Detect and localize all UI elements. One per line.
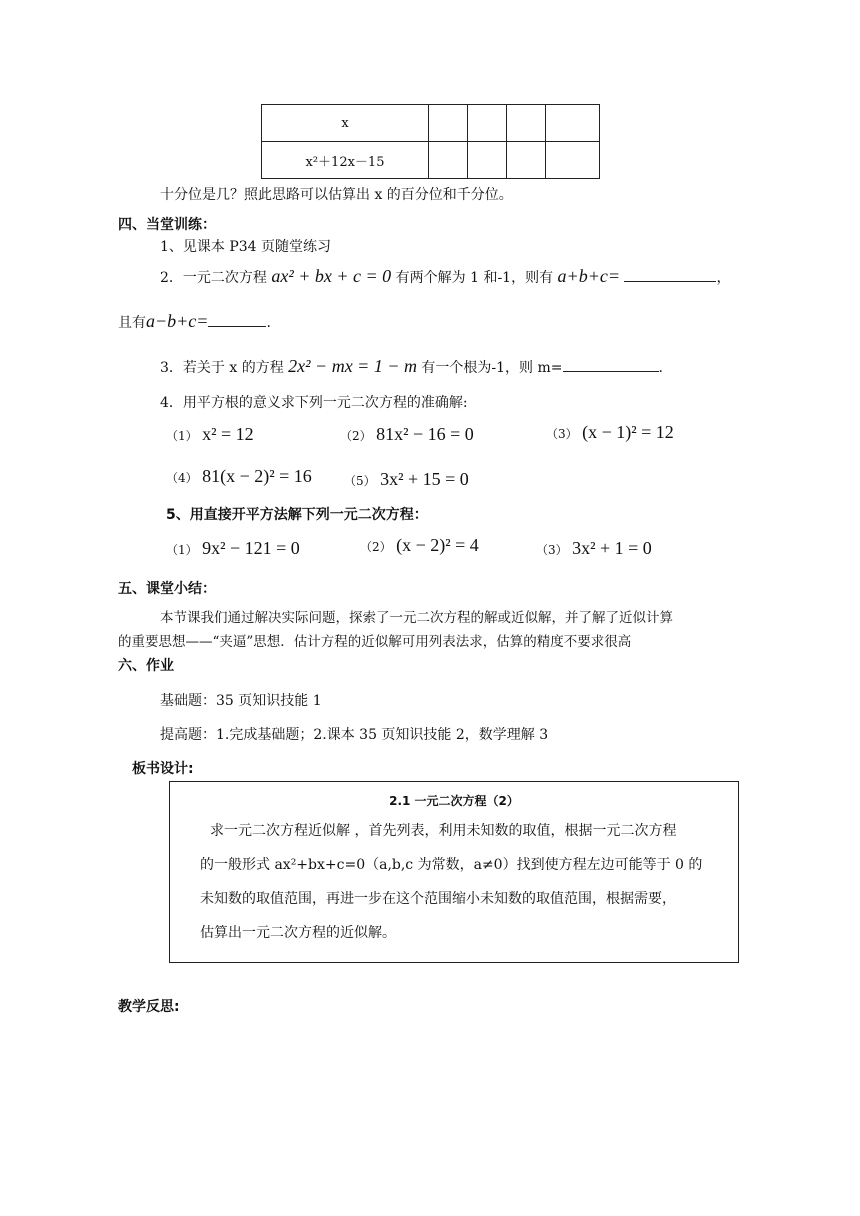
item-2-equation: ax² + bx + c = 0 xyxy=(271,266,392,286)
equation: x² = 12 xyxy=(202,424,254,444)
eq-label: （1） xyxy=(166,543,198,557)
table-cell xyxy=(429,105,468,142)
eq-label: （2） xyxy=(360,540,392,554)
eq-label: （1） xyxy=(166,429,198,443)
item-4-eq-2 xyxy=(340,424,474,445)
eq-label: （3） xyxy=(546,427,578,441)
section-5-title: 五、课堂小结： xyxy=(118,581,216,597)
homework-basic: 基础题：35 页知识技能 1 xyxy=(160,693,322,709)
item-4-eq-4 xyxy=(166,466,312,487)
intro-line: 十分位是几？照此思路可以估算出 x 的百分位和千分位。 xyxy=(160,187,513,203)
table-cell xyxy=(429,142,468,179)
answer-blank[interactable] xyxy=(563,371,659,372)
item-5-eq-1 xyxy=(166,538,300,559)
table-cell-label: x²＋12x－15 xyxy=(262,142,429,179)
board-box-title: 2.1 一元二次方程（2） xyxy=(389,794,519,808)
item-3-mid: 有一个根为-1，则 m= xyxy=(421,360,563,376)
item-2-tail: ， xyxy=(716,270,731,286)
equation: 81(x − 2)² = 16 xyxy=(202,466,312,486)
item-3-tail: . xyxy=(658,360,663,376)
item-4-eq-3 xyxy=(546,422,674,443)
equation: 3x² + 1 = 0 xyxy=(572,538,652,558)
item-2-line2-expr: a−b+c= xyxy=(146,311,209,331)
item-2-line xyxy=(160,266,730,287)
board-line-1: 求一元二次方程近似解 ，首先列表，利用未知数的取值，根据一元二次方程 xyxy=(210,823,677,839)
board-line-4: 估算出一元二次方程的近似解。 xyxy=(200,925,396,941)
eq-label: （4） xyxy=(166,471,198,485)
homework-advanced: 提高题：1.完成基础题；2.课本 35 页知识技能 2，数学理解 3 xyxy=(160,727,549,743)
item-4: 4．用平方根的意义求下列一元二次方程的准确解: xyxy=(160,395,468,411)
item-5: 5、用直接开平方法解下列一元二次方程： xyxy=(166,507,428,523)
table-cell xyxy=(507,142,546,179)
table-cell xyxy=(468,105,507,142)
section-4-title: 四、当堂训练： xyxy=(118,217,216,233)
item-4-eq-5 xyxy=(344,469,469,490)
board-line-3: 未知数的取值范围，再进一步在这个范围缩小未知数的取值范围，根据需要， xyxy=(200,891,676,907)
eq-label: （3） xyxy=(536,543,568,557)
item-3-prefix: 3．若关于 x 的方程 xyxy=(160,360,284,376)
table-row xyxy=(262,105,600,142)
item-2-line2-prefix: 且有 xyxy=(118,315,146,331)
item-2-expr: a+b+c= xyxy=(557,266,620,286)
eq-label: （5） xyxy=(344,474,376,488)
board-line-2: 的一般形式 ax²+bx+c=0（a,b,c 为常数，a≠0）找到使方程左边可能等于 0 的 xyxy=(200,857,703,873)
equation: (x − 1)² = 12 xyxy=(582,422,674,442)
item-3-line xyxy=(160,356,663,377)
item-1: 1、见课本 P34 页随堂练习 xyxy=(160,239,332,255)
equation: (x − 2)² = 4 xyxy=(396,535,479,555)
item-2-prefix: 2．一元二次方程 xyxy=(160,270,267,286)
answer-blank[interactable] xyxy=(624,281,716,282)
table-cell xyxy=(546,105,600,142)
table-row xyxy=(262,142,600,179)
item-2-mid: 有两个解为 1 和-1，则有 xyxy=(395,270,554,286)
equation: 3x² + 15 = 0 xyxy=(380,469,469,489)
board-design-title: 板书设计: xyxy=(132,761,194,777)
equation: 81x² − 16 = 0 xyxy=(376,424,474,444)
summary-line-1: 本节课我们通过解决实际问题，探索了一元二次方程的解或近似解，并了解了近似计算 xyxy=(160,610,673,626)
eq-label: （2） xyxy=(340,429,372,443)
table-cell-label: x xyxy=(262,105,429,142)
item-5-eq-3 xyxy=(536,538,652,559)
item-2-line2-tail: . xyxy=(266,315,271,331)
summary-line-2: 的重要思想——“夹逼”思想．估计方程的近似解可用列表法求，估算的精度不要求很高 xyxy=(118,634,632,650)
board-design-box xyxy=(169,781,739,963)
item-3-equation: 2x² − mx = 1 − m xyxy=(288,356,417,376)
table-cell xyxy=(507,105,546,142)
equation: 9x² − 121 = 0 xyxy=(202,538,300,558)
estimation-table xyxy=(261,104,600,179)
table-cell xyxy=(468,142,507,179)
section-6-title: 六、作业 xyxy=(118,658,174,674)
item-5-eq-2 xyxy=(360,535,479,556)
answer-blank[interactable] xyxy=(208,326,266,327)
table-cell xyxy=(546,142,600,179)
teaching-reflection-title: 教学反思: xyxy=(118,999,180,1015)
item-2-line2 xyxy=(118,311,271,332)
item-4-eq-1 xyxy=(166,424,254,445)
